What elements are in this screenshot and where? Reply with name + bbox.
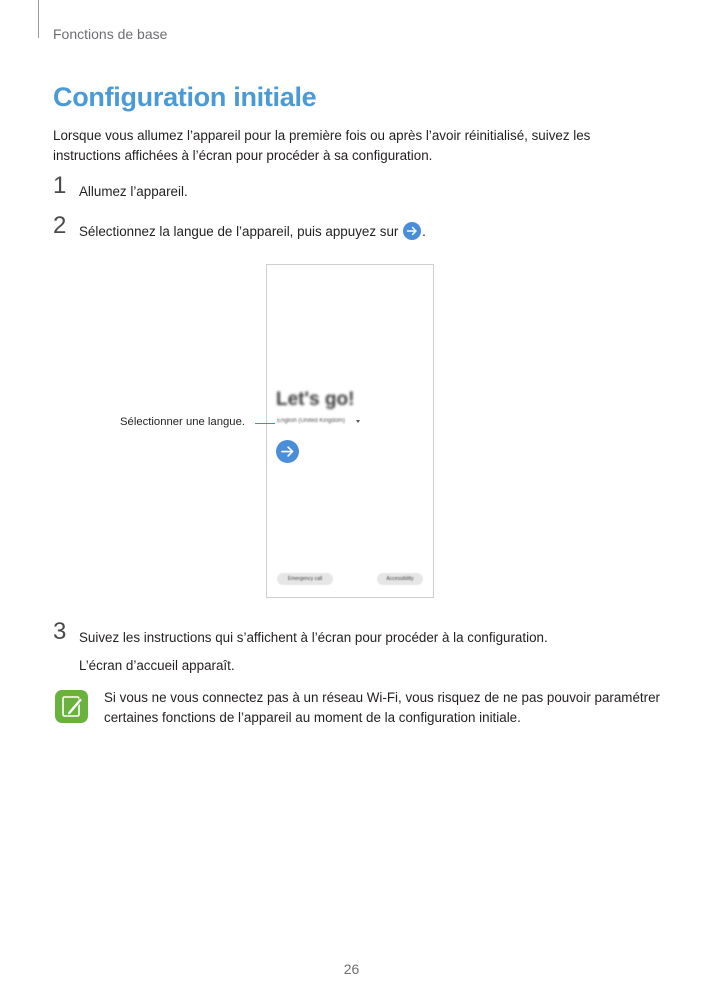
callout-line xyxy=(255,423,275,424)
step-3-result: L’écran d’accueil apparaît. xyxy=(79,658,235,673)
intro-line-2: instructions affichées à l’écran pour procéder à sa configuration. xyxy=(53,148,433,163)
note-text xyxy=(104,688,660,728)
callout-label: Sélectionner une langue. xyxy=(120,416,245,428)
step-text: Suivez les instructions qui s’affichent à l’écran pour procéder à la configuration. xyxy=(79,630,548,645)
chevron-down-icon xyxy=(356,420,360,423)
step-text-after: . xyxy=(422,224,426,239)
intro-line-1: Lorsque vous allumez l’appareil pour la première fois ou après l’avoir réinitialisé, suivez les xyxy=(53,128,591,143)
arrow-right-icon xyxy=(280,444,295,459)
language-selector[interactable]: English (United Kingdom) xyxy=(277,418,346,424)
accessibility-button[interactable]: Accessibility xyxy=(377,573,423,585)
note-pencil-icon xyxy=(55,690,88,723)
header-rule xyxy=(38,0,39,38)
page-title: Configuration initiale xyxy=(53,82,317,112)
step-number: 2 xyxy=(53,212,67,239)
note-line-2: certaines fonctions de l’appareil au moment de la configuration initiale. xyxy=(104,710,521,725)
note-line-1: Si vous ne vous connectez pas à un réseau Wi-Fi, vous risquez de ne pas pouvoir paramétrer xyxy=(104,690,660,705)
phone-screenshot xyxy=(266,264,434,598)
welcome-greeting: Let's go! xyxy=(276,389,355,410)
arrow-right-icon xyxy=(403,222,421,240)
step-text-before: Sélectionnez la langue de l’appareil, puis appuyez sur xyxy=(79,224,399,239)
step-number: 3 xyxy=(53,618,67,645)
step-number: 1 xyxy=(53,172,67,199)
step-text: Allumez l’appareil. xyxy=(79,184,188,199)
emergency-call-button[interactable]: Emergency call xyxy=(277,573,333,585)
intro-paragraph xyxy=(53,126,653,166)
step-text xyxy=(79,222,426,242)
section-header: Fonctions de base xyxy=(53,26,168,42)
next-button[interactable] xyxy=(276,440,299,463)
page-number: 26 xyxy=(343,961,360,977)
